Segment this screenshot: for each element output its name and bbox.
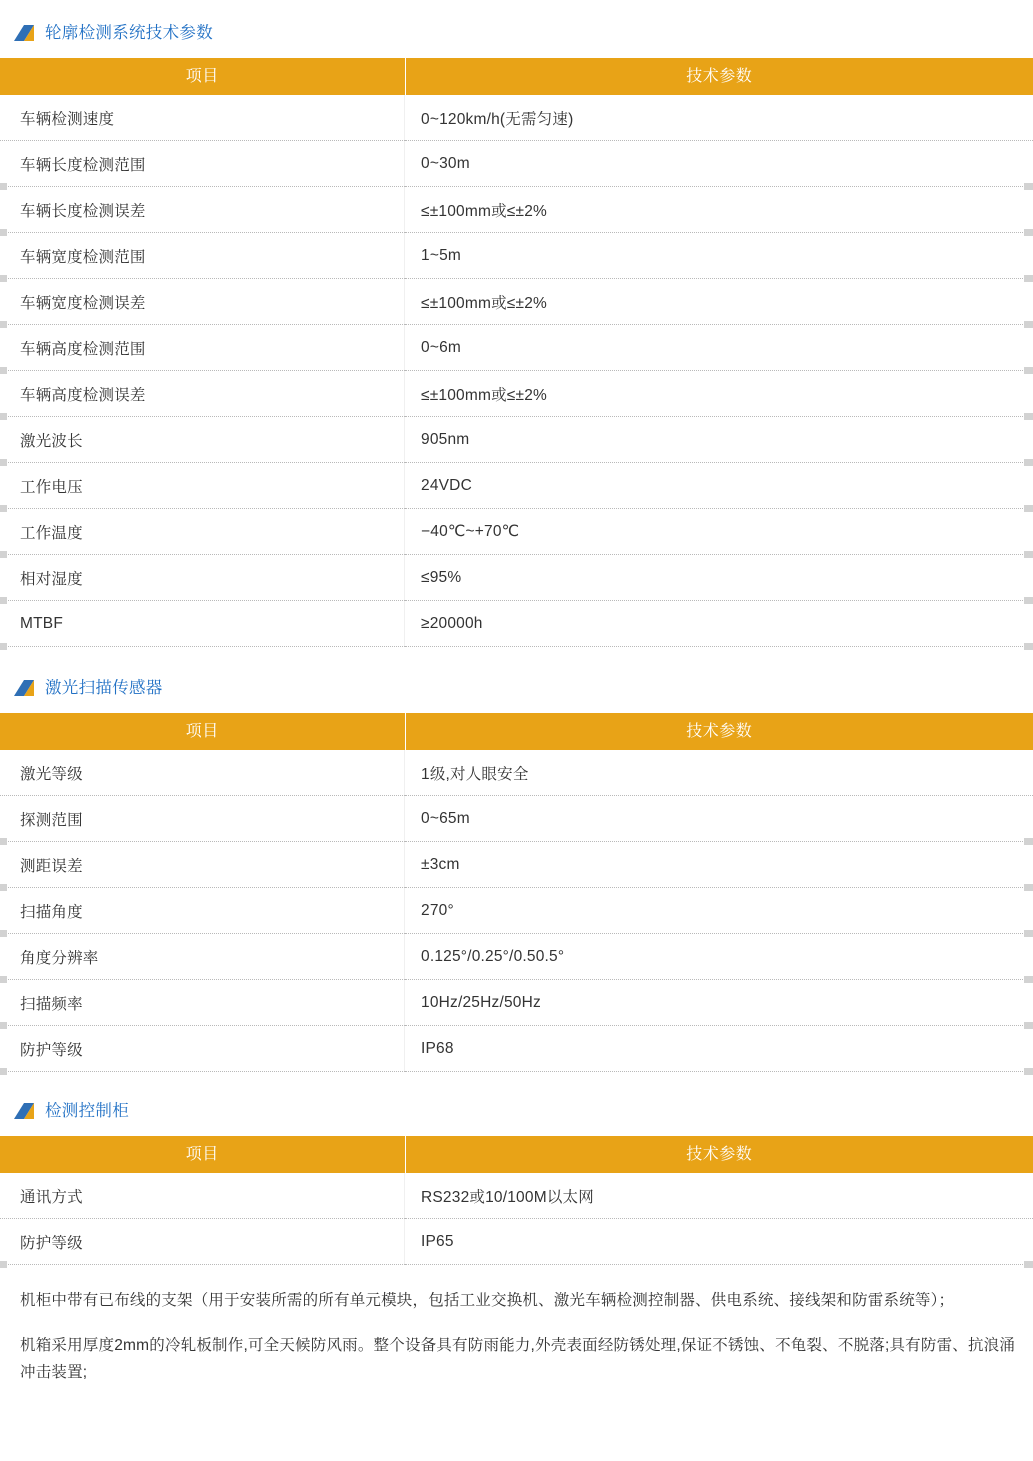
cell-item: 防护等级 — [0, 1026, 405, 1072]
column-header-item: 项目 — [0, 58, 405, 95]
table-row — [0, 750, 1033, 796]
cell-item: 探测范围 — [0, 796, 405, 842]
cell-item: 车辆宽度检测误差 — [0, 279, 405, 325]
table-row — [0, 980, 1033, 1026]
cell-value: RS232或10/100M以太网 — [405, 1173, 1033, 1219]
cell-value: 0~6m — [405, 325, 1033, 371]
notes-block — [0, 1265, 1033, 1412]
table-row — [0, 1173, 1033, 1219]
table-header-row — [0, 1136, 1033, 1173]
table-body — [0, 1173, 1033, 1265]
cell-item: 车辆检测速度 — [0, 95, 405, 141]
cell-item: MTBF — [0, 601, 405, 647]
cell-value: 0.125°/0.25°/0.50.5° — [405, 934, 1033, 980]
table-row — [0, 325, 1033, 371]
section-header-2 — [0, 671, 1033, 705]
note-item: 机柜中带有已布线的支架（用于安装所需的所有单元模块，包括工业交换机、激光车辆检测控制器、供电系统、接线架和防雷系统等）； — [20, 1292, 955, 1309]
cell-item: 扫描频率 — [0, 980, 405, 1026]
section-title: 激光扫描传感器 — [45, 678, 163, 697]
table-row — [0, 796, 1033, 842]
table-row — [0, 1219, 1033, 1265]
table-row — [0, 601, 1033, 647]
cell-value: 0~30m — [405, 141, 1033, 187]
table-row — [0, 555, 1033, 601]
cell-value: 0~65m — [405, 796, 1033, 842]
table-header-row — [0, 58, 1033, 95]
cell-value: 270° — [405, 888, 1033, 934]
cell-value: 1级,对人眼安全 — [405, 750, 1033, 796]
section-mark-icon — [14, 1103, 34, 1119]
table-row — [0, 463, 1033, 509]
cell-value: 10Hz/25Hz/50Hz — [405, 980, 1033, 1026]
section-title: 检测控制柜 — [45, 1101, 129, 1120]
table-row — [0, 842, 1033, 888]
cell-item: 角度分辨率 — [0, 934, 405, 980]
cell-value: ±3cm — [405, 842, 1033, 888]
cell-item: 车辆高度检测误差 — [0, 371, 405, 417]
cell-item: 激光波长 — [0, 417, 405, 463]
column-header-value: 技术参数 — [405, 58, 1033, 95]
table-header-row — [0, 713, 1033, 750]
table-row — [0, 417, 1033, 463]
section-title: 轮廓检测系统技术参数 — [45, 23, 213, 42]
cell-item: 车辆长度检测误差 — [0, 187, 405, 233]
cell-value: ≤±100mm或≤±2% — [405, 371, 1033, 417]
cell-item: 激光等级 — [0, 750, 405, 796]
column-header-item: 项目 — [0, 713, 405, 750]
spec-table-2 — [0, 713, 1033, 1072]
table-row — [0, 187, 1033, 233]
column-header-value: 技术参数 — [405, 1136, 1033, 1173]
column-header-value: 技术参数 — [405, 713, 1033, 750]
cell-value: 905nm — [405, 417, 1033, 463]
cell-item: 工作电压 — [0, 463, 405, 509]
cell-value: 0~120km/h(无需匀速) — [405, 95, 1033, 141]
table-body — [0, 95, 1033, 647]
cell-value: −40℃~+70℃ — [405, 509, 1033, 555]
table-row — [0, 95, 1033, 141]
cell-value: ≤±100mm或≤±2% — [405, 187, 1033, 233]
cell-value: 24VDC — [405, 463, 1033, 509]
cell-item: 车辆高度检测范围 — [0, 325, 405, 371]
cell-value: 1~5m — [405, 233, 1033, 279]
section-mark-icon — [14, 680, 34, 696]
spec-document — [0, 16, 1033, 1412]
cell-value: ≤±100mm或≤±2% — [405, 279, 1033, 325]
cell-value: IP68 — [405, 1026, 1033, 1072]
table-body — [0, 750, 1033, 1072]
table-row — [0, 934, 1033, 980]
cell-value: ≥20000h — [405, 601, 1033, 647]
cell-item: 车辆长度检测范围 — [0, 141, 405, 187]
spec-table-3 — [0, 1136, 1033, 1265]
table-row — [0, 371, 1033, 417]
cell-item: 通讯方式 — [0, 1173, 405, 1219]
table-row — [0, 141, 1033, 187]
cell-item: 车辆宽度检测范围 — [0, 233, 405, 279]
cell-value: IP65 — [405, 1219, 1033, 1265]
table-row — [0, 233, 1033, 279]
cell-item: 扫描角度 — [0, 888, 405, 934]
section-header-1 — [0, 16, 1033, 50]
column-header-item: 项目 — [0, 1136, 405, 1173]
cell-item: 防护等级 — [0, 1219, 405, 1265]
spec-table-1 — [0, 58, 1033, 647]
cell-item: 工作温度 — [0, 509, 405, 555]
table-row — [0, 888, 1033, 934]
cell-item: 测距误差 — [0, 842, 405, 888]
table-row — [0, 1026, 1033, 1072]
table-row — [0, 509, 1033, 555]
table-row — [0, 279, 1033, 325]
cell-value: ≤95% — [405, 555, 1033, 601]
note-item: 机箱采用厚度2mm的冷轧板制作,可全天候防风雨。整个设备具有防雨能力,外壳表面经防锈处理,保证不锈蚀、不龟裂、不脱落;具有防雷、抗浪涌冲击装置; — [20, 1337, 1016, 1382]
cell-item: 相对湿度 — [0, 555, 405, 601]
section-header-3 — [0, 1094, 1033, 1128]
section-mark-icon — [14, 25, 34, 41]
